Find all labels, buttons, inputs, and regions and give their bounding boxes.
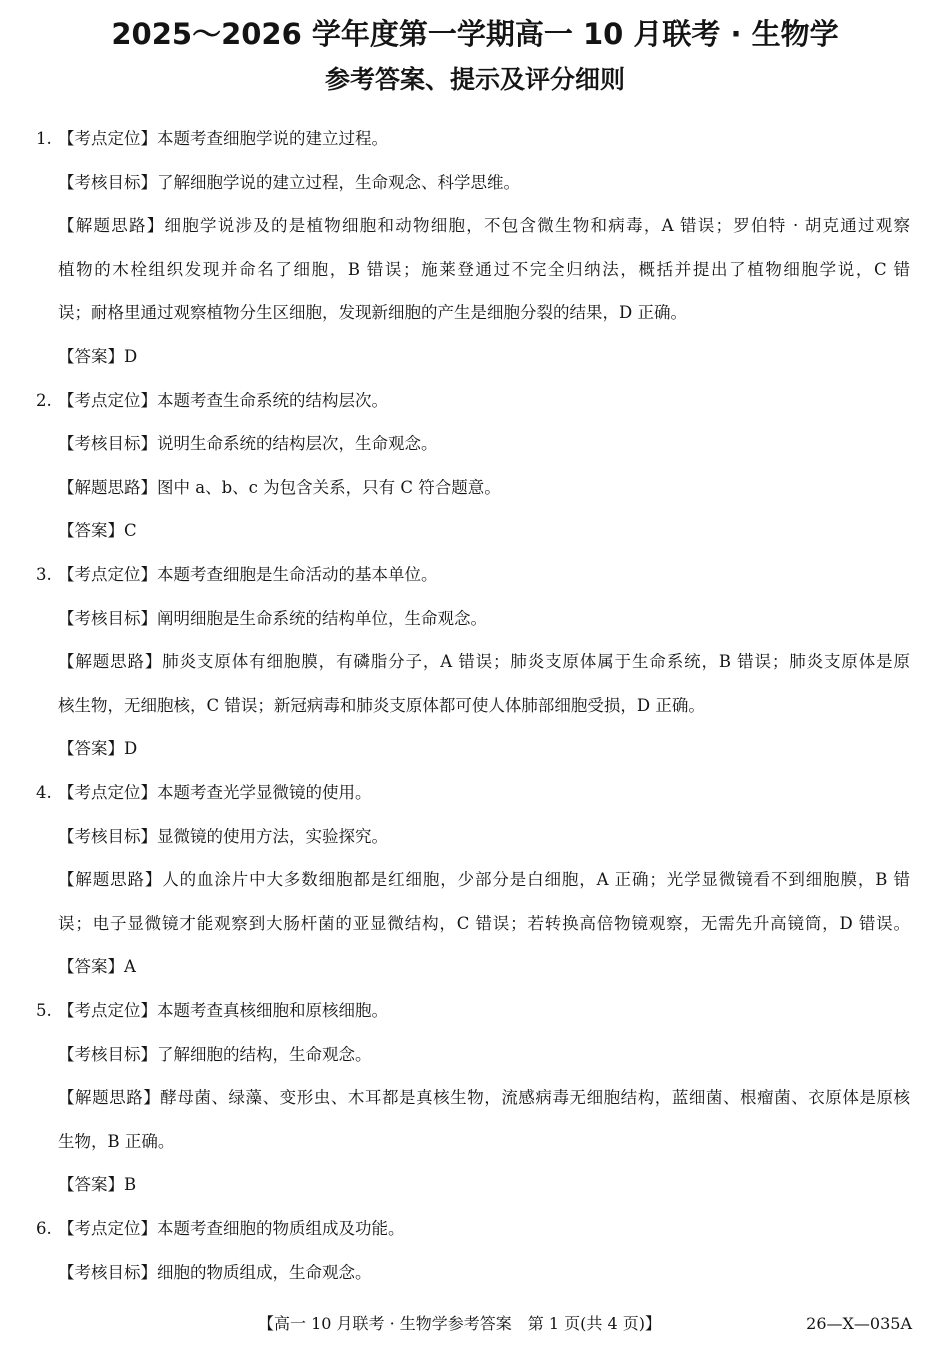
answer-line: 误；电子显微镜才能观察到大肠杆菌的亚显微结构，C 错误；若转换高倍物镜观察，无需先升高镜筒，D 错误。 xyxy=(58,914,910,933)
page-subtitle: 参考答案、提示及评分细则 xyxy=(324,65,625,94)
answer-line: 【解题思路】肺炎支原体有细胞膜，有磷脂分子，A 错误；肺炎支原体属于生命系统，B 错误；肺炎支原体是原 xyxy=(58,652,910,671)
answer-line: 【答案】D xyxy=(58,739,138,758)
answer-line: 【解题思路】图中 a、b、c 为包含关系，只有 C 符合题意。 xyxy=(58,478,501,497)
answer-line: 【考点定位】本题考查细胞学说的建立过程。 xyxy=(58,129,388,148)
page-title: 2025～2026 学年度第一学期高一 10 月联考 · 生物学 xyxy=(111,17,839,51)
question-number: 6. xyxy=(36,1219,52,1238)
answer-line: 【解题思路】酵母菌、绿藻、变形虫、木耳都是真核生物，流感病毒无细胞结构，蓝细菌、根瘤菌、衣原体是原核 xyxy=(58,1088,910,1107)
question-number: 2. xyxy=(36,391,52,410)
answer-line: 【考点定位】本题考查真核细胞和原核细胞。 xyxy=(58,1001,388,1020)
footer-code: 26—X—035A xyxy=(806,1314,912,1333)
answer-line: 【考核目标】了解细胞学说的建立过程，生命观念、科学思维。 xyxy=(58,173,520,192)
answer-line: 【考核目标】细胞的物质组成，生命观念。 xyxy=(58,1263,372,1282)
answer-line: 【考核目标】说明生命系统的结构层次，生命观念。 xyxy=(58,434,438,453)
answer-line: 【解题思路】人的血涂片中大多数细胞都是红细胞，少部分是白细胞，A 正确；光学显微镜看不到细胞膜，B 错 xyxy=(58,870,910,889)
answer-line: 【答案】A xyxy=(58,957,136,976)
answer-line: 【解题思路】细胞学说涉及的是植物细胞和动物细胞，不包含微生物和病毒，A 错误；罗伯特 · 胡克通过观察 xyxy=(58,216,910,235)
answer-line: 【答案】B xyxy=(58,1175,137,1194)
answer-line: 【答案】C xyxy=(58,521,137,540)
answer-line: 误；耐格里通过观察植物分生区细胞，发现新细胞的产生是细胞分裂的结果，D 正确。 xyxy=(58,303,687,322)
question-number: 1. xyxy=(36,129,52,148)
answer-line: 【考点定位】本题考查光学显微镜的使用。 xyxy=(58,783,372,802)
answer-line: 【考点定位】本题考查生命系统的结构层次。 xyxy=(58,391,388,410)
question-number: 4. xyxy=(36,783,52,802)
answer-line: 植物的木栓组织发现并命名了细胞，B 错误；施莱登通过不完全归纳法，概括并提出了植物细胞学说，C 错 xyxy=(58,260,910,279)
answer-line: 【考点定位】本题考查细胞是生命活动的基本单位。 xyxy=(58,565,438,584)
answer-line: 【考核目标】了解细胞的结构，生命观念。 xyxy=(58,1045,372,1064)
question-number: 5. xyxy=(36,1001,52,1020)
answer-line: 生物，B 正确。 xyxy=(58,1132,175,1151)
answer-line: 【答案】D xyxy=(58,347,138,366)
question-number: 3. xyxy=(36,565,52,584)
answer-line: 【考核目标】阐明细胞是生命系统的结构单位，生命观念。 xyxy=(58,609,487,628)
answer-line: 【考点定位】本题考查细胞的物质组成及功能。 xyxy=(58,1219,405,1238)
footer-page-info: 【高一 10 月联考 · 生物学参考答案 第 1 页(共 4 页)】 xyxy=(258,1314,661,1333)
answer-line: 【考核目标】显微镜的使用方法，实验探究。 xyxy=(58,827,388,846)
answer-line: 核生物，无细胞核，C 错误；新冠病毒和肺炎支原体都可使人体肺部细胞受损，D 正确。 xyxy=(58,696,705,715)
